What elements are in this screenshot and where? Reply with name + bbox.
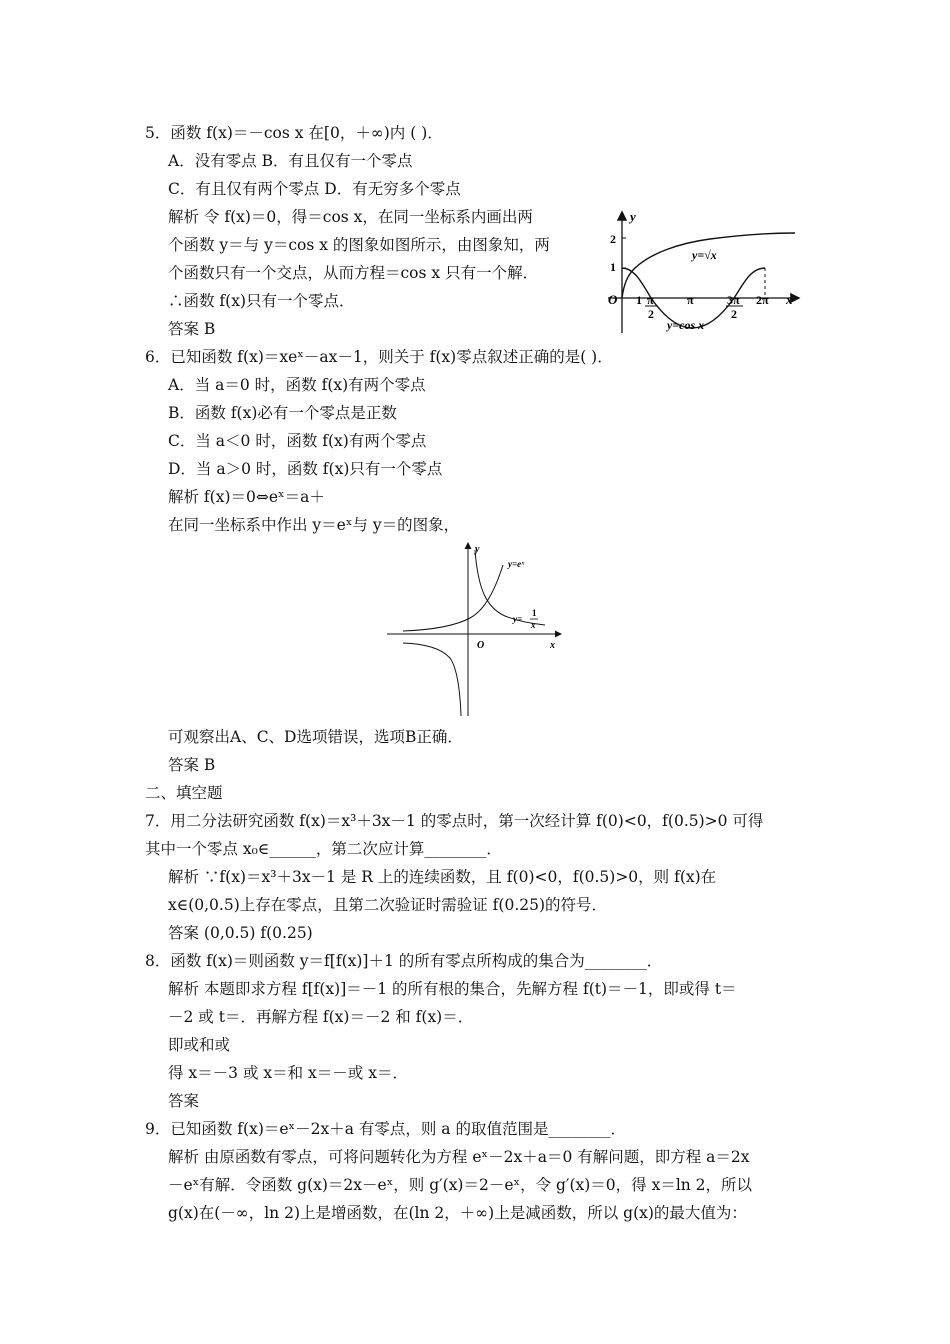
q6-analysis-3: 可观察出A、C、D选项错误，选项B正确． <box>168 728 463 746</box>
q6-stem: 6．已知函数 f(x)＝xeˣ－ax－1，则关于 f(x)零点叙述正确的是( )． <box>145 348 613 366</box>
q5-option-ab: A．没有零点 B．有且仅有一个零点 <box>168 152 413 170</box>
figure-sqrt-cos-svg <box>600 205 810 335</box>
fig1-pi-half-den: 2 <box>648 307 654 321</box>
q7-analysis-1: 解析 ∵f(x)＝x³＋3x－1 是 R 上的连续函数，且 f(0)<0，f(0.5)>0，则 f(x)在 <box>168 868 717 886</box>
fig1-three-pi-half-den: 2 <box>731 307 737 321</box>
fig2-recip-num: 1 <box>532 608 537 618</box>
q6-analysis-2: 在同一坐标系中作出 y＝eˣ与 y＝的图象， <box>168 516 460 534</box>
fig1-cos-label: y=cos x <box>667 318 705 332</box>
q9-analysis-1: 解析 由原函数有零点，可将问题转化为方程 eˣ－2x＋a＝0 有解问题，即方程 a＝2x <box>168 1148 750 1166</box>
fig1-tick-2: 2 <box>610 232 616 246</box>
figure-sqrt-cos <box>600 205 810 335</box>
fig1-tick-1-x: 1 <box>636 293 642 307</box>
q5-stem: 5．函数 f(x)＝－cos x 在[0，＋∞)内 ( )． <box>145 124 443 142</box>
q7-analysis-2: x∈(0,0.5)上存在零点，且第二次验证时需验证 f(0.25)的符号． <box>168 896 608 914</box>
q6-answer: 答案 B <box>168 756 216 774</box>
q5-analysis-3: 个函数只有一个交点，从而方程＝cos x 只有一个解． <box>168 264 539 282</box>
q9-stem: 9．已知函数 f(x)＝eˣ－2x＋a 有零点，则 a 的取值范围是________． <box>145 1120 626 1138</box>
q8-analysis-3: 即或和或 <box>168 1036 231 1054</box>
q6-option-c: C．当 a＜0 时，函数 f(x)有两个零点 <box>168 432 427 450</box>
q8-answer: 答案 <box>168 1092 200 1110</box>
q5-answer: 答案 B <box>168 320 216 338</box>
q6-option-d: D．当 a＞0 时，函数 f(x)只有一个零点 <box>168 460 443 478</box>
fig1-three-pi-half-num: 3π <box>727 293 740 307</box>
fig1-pi-half-num: π <box>647 293 654 307</box>
fig2-exp-label: y=eˣ <box>508 559 525 569</box>
fig1-x-label: x <box>786 292 793 307</box>
fig1-pi: π <box>687 293 694 307</box>
fig2-y-label: y <box>475 544 480 555</box>
q9-analysis-3: g(x)在(－∞，ln 2)上是增函数，在(ln 2，＋∞)上是减函数，所以 g(x)的最大值为： <box>168 1204 747 1222</box>
figure-exp-recip-svg <box>385 540 565 718</box>
q5-option-cd: C．有且仅有两个零点 D．有无穷多个零点 <box>168 180 461 198</box>
q7-stem-2: 其中一个零点 x₀∈______，第二次应计算________． <box>145 840 502 858</box>
fig1-sqrt-label: y=√x <box>692 248 717 262</box>
fig1-origin: O <box>608 292 618 307</box>
q8-analysis-2: －2 或 t＝．再解方程 f(x)＝－2 和 f(x)＝． <box>168 1008 474 1026</box>
fig1-two-pi: 2π <box>756 293 769 307</box>
q7-answer: 答案 (0,0.5) f(0.25) <box>168 924 313 942</box>
fig1-y-label: y <box>630 209 636 224</box>
q6-analysis-1: 解析 f(x)＝0⇔eˣ＝a＋ <box>168 488 325 506</box>
fig2-origin: O <box>477 640 485 651</box>
recip-curve-left <box>403 643 461 716</box>
section-fill-blank-heading: 二、填空题 <box>145 784 223 802</box>
q6-option-b: B．函数 f(x)必有一个零点是正数 <box>168 404 397 422</box>
fig1-tick-1-y: 1 <box>610 260 616 274</box>
q5-analysis-1: 解析 令 f(x)＝0，得＝cos x，在同一坐标系内画出两 <box>168 208 533 226</box>
fig2-x-label: x <box>550 640 555 651</box>
fig2-recip-den: x <box>531 620 536 630</box>
fig2-recip-label-y: y= <box>513 614 523 624</box>
sqrt-curve <box>622 233 795 298</box>
q7-stem-1: 7．用二分法研究函数 f(x)＝x³＋3x－1 的零点时，第一次经计算 f(0)<0，f(0.5)>0 可得 <box>145 812 764 830</box>
q8-stem: 8．函数 f(x)＝则函数 y＝f[f(x)]＋1 的所有零点所构成的集合为________． <box>145 952 663 970</box>
q9-analysis-2: －eˣ有解．令函数 g(x)＝2x－eˣ，则 g′(x)＝2－eˣ，令 g′(x)＝0，得 x＝ln 2，所以 <box>168 1176 753 1194</box>
exp-curve <box>403 565 503 631</box>
q8-analysis-1: 解析 本题即求方程 f[f(x)]＝－1 的所有根的集合，先解方程 f(t)＝－1，即或得 t＝ <box>168 980 737 998</box>
q6-option-a: A．当 a＝0 时，函数 f(x)有两个零点 <box>168 376 426 394</box>
figure-exp-recip <box>385 540 565 718</box>
q5-conclusion: ∴函数 f(x)只有一个零点． <box>168 292 355 310</box>
q8-analysis-4: 得 x＝－3 或 x＝和 x＝－或 x＝． <box>168 1064 408 1082</box>
q5-analysis-2: 个函数 y＝与 y＝cos x 的图象如图所示，由图象知，两 <box>168 236 550 254</box>
